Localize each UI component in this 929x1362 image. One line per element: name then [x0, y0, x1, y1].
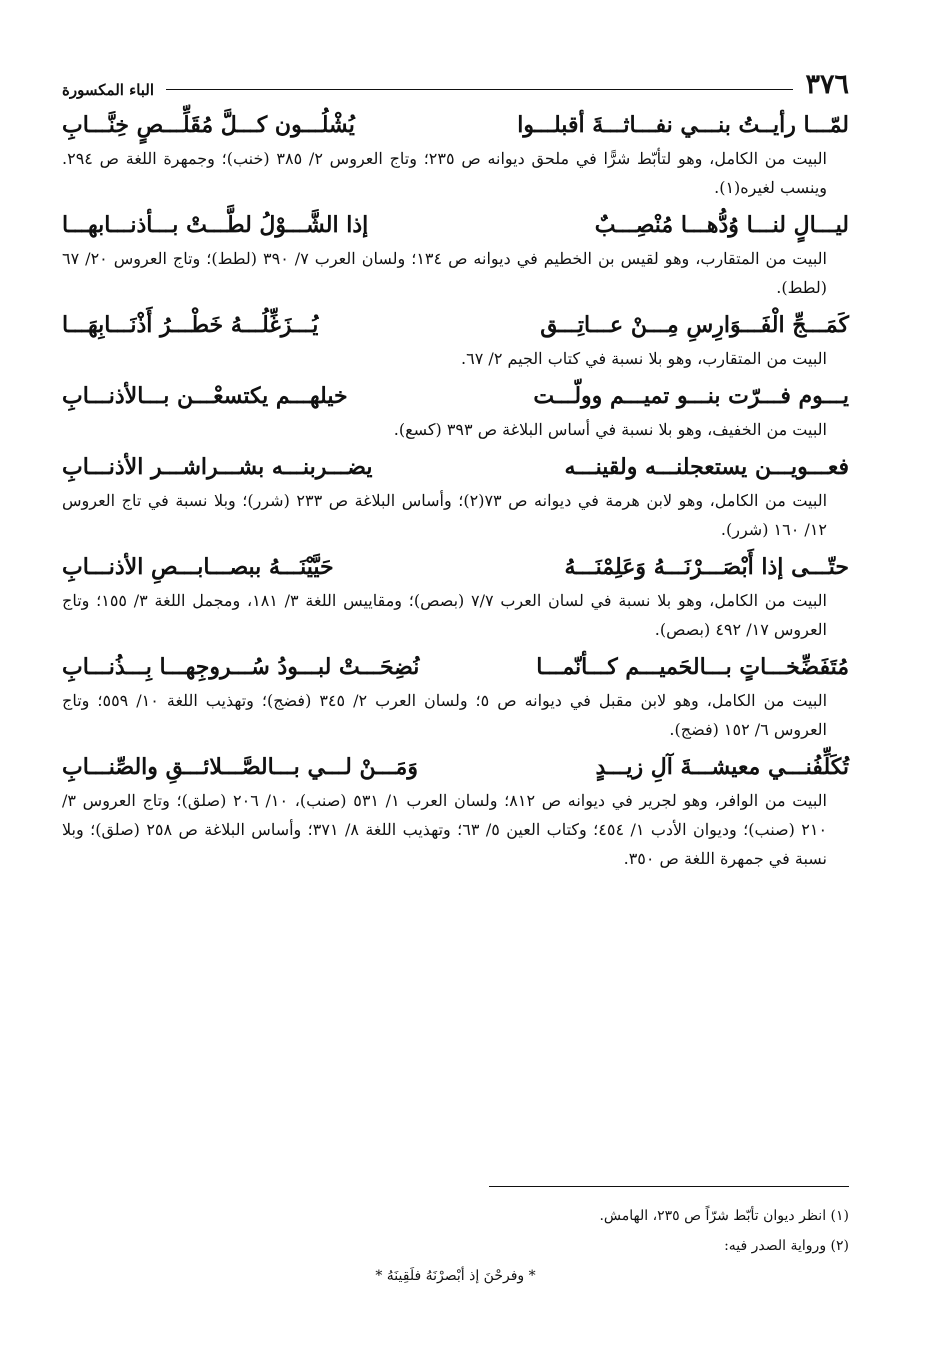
verse-entries [62, 108, 849, 881]
verse-source-note: البيت من الوافر، وهو لجرير في ديوانه ص ٨١٢؛ ولسان العرب ١/ ٥٣١ (صنب)، ١٠/ ٢٠٦ (صلق)؛ وتاج العروس ٣/ ٢١٠ (صنب)؛ وديوان الأدب ١/ ٤٥٤؛ وكتاب العين ٥/ ٦٣؛ وتهذيب اللغة ٨/ ٣٧١؛ وأساس البلاغة ص ٢٥٨ (صلق)؛ وبلا نسبة في جمهرة اللغة ص ٣٥٠. [62, 791, 828, 868]
header-rule [166, 89, 793, 90]
verse-line [62, 652, 849, 682]
verse-line [62, 310, 849, 340]
verse-second-hemistich: يُشْلُـــون كـــلَّ مُقَلِّـــصٍ خِنَّـــابِ [62, 112, 355, 138]
verse-second-hemistich: نُضِحَـــتْ لبـــودُ سُـــروجِهـــا بِـــذُنـــابِ [62, 654, 420, 680]
page-header [62, 58, 849, 98]
verse-source-note: البيت من الكامل، وهو لابن هرمة في ديوانه ص ٧٣(٢)؛ وأساس البلاغة ص ٢٣٣ (شرر)؛ وبلا نسبة في تاج العروس ١٢/ ١٦٠ (شرر). [62, 491, 828, 539]
page-number: ٣٧٦ [805, 69, 849, 100]
verse-second-hemistich: يضـــربنـــه بشـــراشـــر الأذنـــابِ [62, 454, 373, 480]
footnote-2-verse: * وفرحْنَ إذ أبْصرْنَهُ فلَقِينَهُ * [375, 1268, 536, 1284]
verse-line [62, 552, 849, 582]
verse-line [62, 210, 849, 240]
verse-line [62, 381, 849, 411]
verse-line [62, 452, 849, 482]
footnote-2: (٢) ورواية الصدر فيه: [724, 1238, 849, 1254]
verse-second-hemistich: خيلهـــم يكتسعْـــن بـــالأذنـــابِ [62, 383, 348, 409]
verse-second-hemistich: وَمَـــنْ لـــي بـــالصَّـــلائـــقِ والصِّنـــابِ [62, 754, 418, 780]
running-head: الباء المكسورة [62, 81, 155, 99]
verse-source-note: البيت من الكامل، وهو بلا نسبة في لسان العرب ٧/٧ (بصص)؛ ومقاييس اللغة ٣/ ١٨١، ومجمل اللغة ٣/ ١٥٥؛ وتاج العروس ١٧/ ٤٩٢ (بصص). [62, 591, 827, 639]
verse-source-note: البيت من المتقارب، وهو بلا نسبة في كتاب الجيم ٢/ ٦٧. [461, 349, 827, 368]
verse-first-hemistich: حتّـــى إذا أَبْصَـــرْنَـــهُ وَعَلِمْنَـــهُ [564, 554, 849, 580]
verse-source-note: البيت من الخفيف، وهو بلا نسبة في أساس البلاغة ص ٣٩٣ (كسع). [393, 420, 827, 439]
verse-first-hemistich: كَمَـــجِّ الْفَـــوَارِسِ مِـــنْ عـــاتِـــق [540, 312, 849, 338]
verse-first-hemistich: ليـــالٍ لنـــا وُدُّهـــا مُنْصِـــبٌ [594, 212, 849, 238]
verse-source-note: البيت من الكامل، وهو لتأبّط شرًّا في ملحق ديوانه ص ٢٣٥؛ وتاج العروس ٢/ ٣٨٥ (خنب)؛ وجمهرة اللغة ص ٢٩٤. وينسب لغيره(١). [62, 149, 828, 197]
verse-entry [62, 652, 849, 744]
verse-entry [62, 110, 849, 202]
verse-first-hemistich: تُكَلِّفُنـــي معيشـــةَ آلِ زيـــدٍ [595, 754, 849, 780]
footnotes [62, 1186, 849, 1291]
verse-entry [62, 381, 849, 444]
verse-source-note: البيت من الكامل، وهو لابن مقبل في ديوانه ص ٥؛ ولسان العرب ٢/ ٣٤٥ (فضج)؛ وتهذيب اللغة ١٠/ ٥٥٩؛ وتاج العروس ٦/ ١٥٢ (فضج). [62, 691, 828, 739]
verse-first-hemistich: فعـــويـــن يستعجلنـــه ولقينـــه [564, 454, 849, 480]
verse-second-hemistich: إذا الشَّـــوْلُ لطَّـــتْ بـــأذنـــابهـــا [62, 212, 369, 238]
verse-entry [62, 210, 849, 302]
verse-first-hemistich: لمّـــا رأيــتُ بنـــي نفـــاثـــةَ أقبلـــوا [517, 112, 849, 138]
verse-second-hemistich: حَيَّيْنَـــهُ ببصـــابـــصِ الأذنـــابِ [62, 554, 334, 580]
verse-second-hemistich: يُـــزَغِّلُـــهُ خَطْـــرُ أَذْنَـــابِهَـــا [62, 312, 319, 338]
verse-entry [62, 552, 849, 644]
verse-line [62, 110, 849, 140]
footnote-1: (١) انظر ديوان تأبّط شرّاً ص ٢٣٥، الهامش. [599, 1208, 849, 1224]
verse-source-note: البيت من المتقارب، وهو لقيس بن الخطيم في ديوانه ص ١٣٤؛ ولسان العرب ٧/ ٣٩٠ (لطط)؛ وتاج العروس ٢٠/ ٦٧ (لطط). [62, 249, 827, 297]
verse-first-hemistich: يـــوم فـــرّت بنـــو تميـــم وولّـــت [533, 383, 849, 409]
verse-entry [62, 310, 849, 373]
verse-first-hemistich: مُتَفَضِّخـــاتٍ بـــالحَميـــم كـــأنّمـــا [536, 654, 849, 680]
verse-entry [62, 752, 849, 873]
verse-entry [62, 452, 849, 544]
footnote-rule [489, 1186, 849, 1187]
verse-line [62, 752, 849, 782]
